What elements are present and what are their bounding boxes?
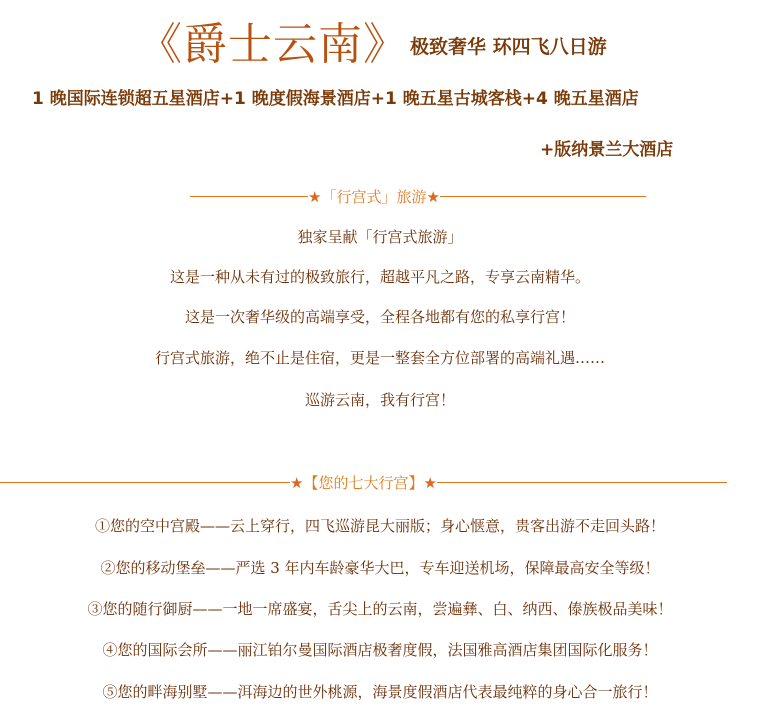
- divider-line-right: [440, 196, 646, 197]
- palace-item: ⑤您的畔海别墅——洱海边的世外桃源，海景度假酒店代表最纯粹的身心合一旅行！: [102, 683, 658, 701]
- hotel-summary-line-2: +版纳景兰大酒店: [540, 140, 674, 160]
- divider-line-right: [437, 482, 727, 483]
- star-icon: ★: [423, 473, 437, 492]
- intro-line: 这是一种从未有过的极致旅行，超越平凡之路，专享云南精华。: [169, 268, 590, 286]
- star-icon: ★: [426, 187, 440, 206]
- intro-line: 独家呈献「行宫式旅游」: [297, 228, 463, 246]
- palace-item: ②您的移动堡垒——严选 3 年内车龄豪华大巴，专车迎送机场，保障最高安全等级！: [100, 559, 660, 577]
- intro-line: 行宫式旅游，绝不止是住宿，更是一整套全方位部署的高端礼遇……: [154, 349, 605, 367]
- palace-item: ④您的国际会所——丽江铂尔曼国际酒店极奢度假，法国雅高酒店集团国际化服务！: [102, 641, 658, 659]
- section-divider-palace-tour: [190, 186, 646, 207]
- star-icon: ★: [290, 473, 304, 492]
- section-heading-palace-tour: 「行宫式」旅游: [321, 188, 427, 206]
- header: [0, 6, 760, 70]
- section-divider-seven-palaces: [0, 472, 727, 493]
- divider-line-left: [0, 482, 290, 483]
- star-icon: ★: [308, 187, 322, 206]
- page-subtitle: 极致奢华 环四飞八日游: [410, 36, 607, 58]
- intro-line: 这是一次奢华级的高端享受，全程各地都有您的私享行宫！: [184, 308, 575, 326]
- section-heading-seven-palaces: 【您的七大行宫】: [303, 474, 424, 492]
- intro-line: 巡游云南，我有行宫！: [304, 391, 455, 409]
- palace-item: ①您的空中宫殿——云上穿行，四飞巡游昆大丽版；身心惬意，贵客出游不走回头路！: [94, 517, 665, 535]
- page-title: 《爵士云南》: [138, 19, 408, 70]
- divider-line-left: [190, 196, 308, 197]
- hotel-summary-line-1: 1 晚国际连锁超五星酒店+1 晚度假海景酒店+1 晚五星古城客栈+4 晚五星酒店: [32, 89, 639, 109]
- palace-item: ③您的随行御厨——一地一席盛宴，舌尖上的云南，尝遍彝、白、纳西、傣族极品美味！: [87, 600, 673, 618]
